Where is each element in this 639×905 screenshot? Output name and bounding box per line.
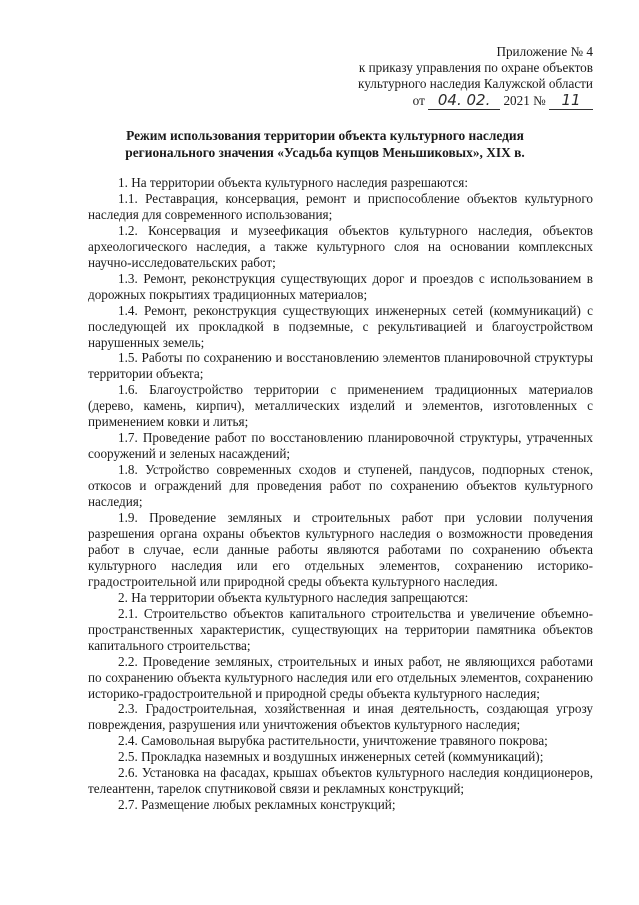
order-number-field: [549, 92, 593, 110]
handwritten-number: 11: [561, 91, 581, 109]
date-day-field: [428, 92, 500, 110]
paragraph-1-2: 1.2. Консервация и музеефикация объектов культурного наследия, объектов археологического наследия, а также культурного слоя на основании комплексных научно-исследовательских работ;: [88, 222, 593, 270]
paragraph-2-4: 2.4. Самовольная вырубка растительности, уничтожение травяного покрова;: [118, 733, 548, 749]
paragraph-1-5: 1.5. Работы по сохранению и восстановлению элементов планировочной структуры территории объекта;: [88, 350, 593, 382]
document-body: [88, 175, 593, 813]
paragraph-2-5: 2.5. Прокладка наземных и воздушных инженерных сетей (коммуникаций);: [118, 749, 544, 765]
paragraph-2-1: 2.1. Строительство объектов капитального строительства и увеличение объемно-пространственных характеристик, существующих на территории памятника объектов капитального строительства;: [88, 605, 593, 653]
paragraph-2: 2. На территории объекта культурного наследия запрещаются:: [118, 589, 469, 605]
paragraph-1-9: 1.9. Проведение земляных и строительных работ при условии получения разрешения органа охраны объектов культурного наследия о возможности проведения работ в случае, если данные работы являются работами по сохранению объекта культурного наследия или его отдельных элементов, сохранению историко-градостроительной или природной среды объекта культурного наследия.: [88, 510, 593, 589]
appendix-title: Приложение № 4: [496, 44, 593, 59]
order-reference-line1: к приказу управления по охране объектов: [358, 60, 593, 75]
appendix-header: [293, 44, 593, 110]
order-reference-line2: культурного наследия Калужской области: [358, 76, 593, 91]
paragraph-2-7: 2.7. Размещение любых рекламных конструкций;: [118, 797, 396, 813]
paragraph-1-6: 1.6. Благоустройство территории с применением традиционных материалов (дерево, камень, кирпич), металлических изделий и элементов, изготовленных с применением ковки и литья;: [88, 382, 593, 430]
title-line1: Режим использования территории объекта культурного наследия: [126, 128, 524, 143]
paragraph-1-8: 1.8. Устройство современных сходов и ступеней, пандусов, подпорных стенок, откосов и ограждений для проведения работ по сохранению объектов культурного наследия;: [88, 462, 593, 510]
paragraph-1-1: 1.1. Реставрация, консервация, ремонт и приспособление объектов культурного наследия для современного использования;: [88, 190, 593, 222]
title-line2: регионального значения «Усадьба купцов Меньшиковых», XIX в.: [125, 145, 525, 160]
date-prefix: от: [412, 93, 425, 108]
paragraph-2-6: 2.6. Установка на фасадах, крышах объектов культурного наследия кондиционеров, телеантенн, тарелок спутниковой связи и рекламных конструкций;: [88, 765, 593, 797]
paragraph-1-3: 1.3. Ремонт, реконструкция существующих дорог и проездов с использованием в дорожных покрытиях традиционных материалов;: [88, 270, 593, 302]
paragraph-1-4: 1.4. Ремонт, реконструкция существующих инженерных сетей (коммуникаций) с последующей их прокладкой в подземные, с рекультивацией и благоустройством нарушенных земель;: [88, 302, 593, 350]
paragraph-2-3: 2.3. Градостроительная, хозяйственная и иная деятельность, создающая угрозу повреждения, разрушения или уничтожения объектов культурного наследия;: [88, 701, 593, 733]
order-year: 2021 №: [503, 93, 546, 108]
order-date-line: [293, 92, 593, 110]
paragraph-2-2: 2.2. Проведение земляных, строительных и иных работ, не являющихся работами по сохранению объекта культурного наследия или его отдельных элементов, сохранению историко-градостроительной и природной среды объекта культурного наследия;: [88, 653, 593, 701]
handwritten-date: 04. 02.: [437, 91, 491, 109]
paragraph-1-7: 1.7. Проведение работ по восстановлению планировочной структуры, утраченных сооружений и зеленых насаждений;: [88, 430, 593, 462]
document-title: [90, 127, 560, 161]
paragraph-1: 1. На территории объекта культурного наследия разрешаются:: [118, 175, 469, 190]
